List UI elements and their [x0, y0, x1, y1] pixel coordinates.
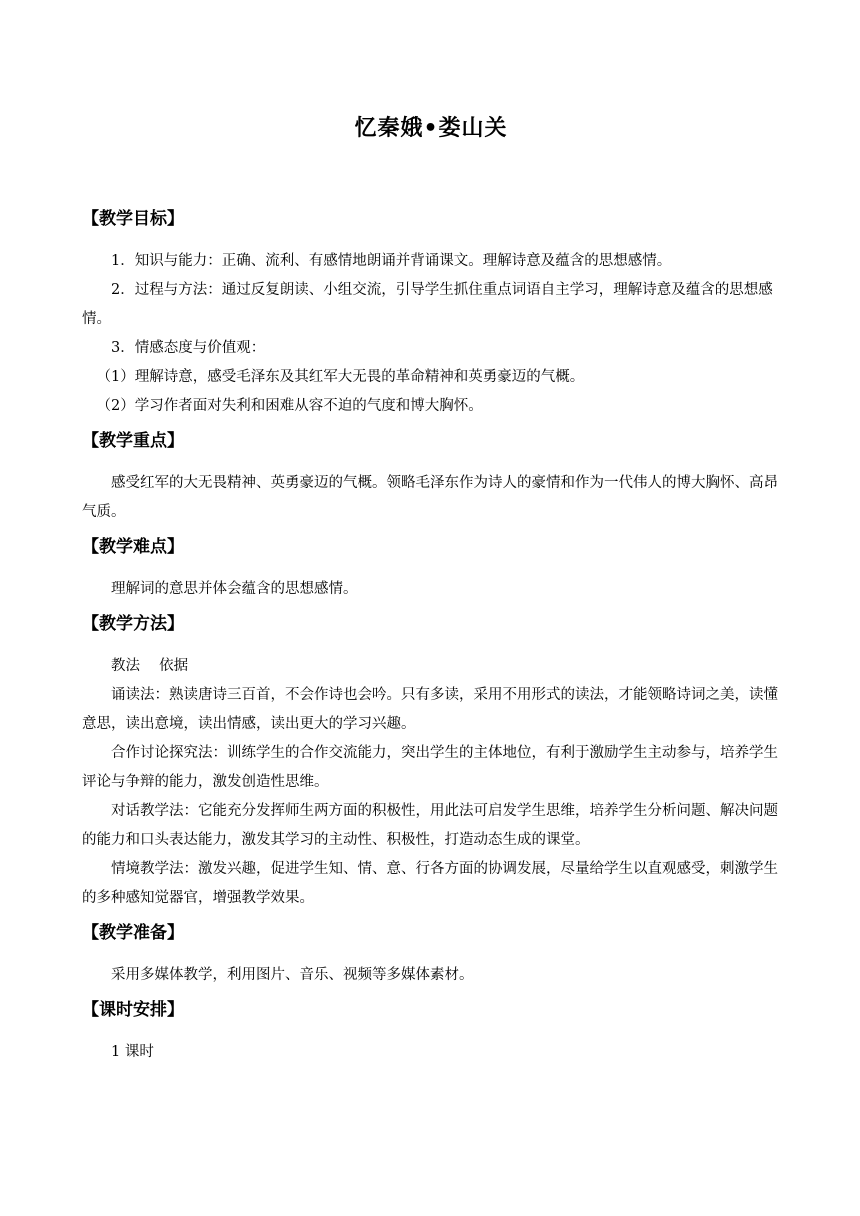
- section-teaching-focus: [82, 427, 780, 527]
- paragraph: 教法 依据: [111, 658, 189, 674]
- paragraph: 对话教学法：它能充分发挥师生两方面的积极性，用此法可启发学生思维，培养学生分析问题、解决问题的能力和口头表达能力，激发其学习的主动性、积极性，打造动态生成的课堂。: [82, 803, 778, 848]
- section-heading: 【教学准备】: [82, 923, 184, 943]
- section-teaching-preparation: [82, 919, 780, 990]
- paragraph: 2．过程与方法：通过反复朗读、小组交流，引导学生抓住重点词语自主学习，理解诗意及蕴含的思想感情。: [82, 282, 773, 327]
- paragraph: 1 课时: [111, 1044, 154, 1060]
- document-title: 忆秦娥•娄山关: [354, 116, 508, 141]
- paragraph: 情境教学法：激发兴趣，促进学生知、情、意、行各方面的协调发展，尽量给学生以直观感受，刺激学生的多种感知觉器官，增强教学效果。: [82, 861, 778, 906]
- section-teaching-goals: [82, 205, 780, 421]
- paragraph: 感受红军的大无畏精神、英勇豪迈的气概。领略毛泽东作为诗人的豪情和作为一代伟人的博大胸怀、高昂气质。: [82, 475, 778, 520]
- section-heading: 【教学难点】: [82, 537, 184, 557]
- paragraph: 诵读法：熟读唐诗三百首，不会作诗也会吟。只有多读，采用不用形式的读法，才能领略诗词之美，读懂意思，读出意境，读出情感，读出更大的学习兴趣。: [82, 687, 778, 732]
- section-heading: 【教学方法】: [82, 614, 184, 634]
- section-teaching-difficulty: [82, 533, 780, 604]
- section-heading: 【课时安排】: [82, 1000, 184, 1020]
- paragraph: 3．情感态度与价值观：: [111, 340, 266, 356]
- paragraph: （2）学习作者面对失利和困难从容不迫的气度和博大胸怀。: [96, 398, 483, 414]
- paragraph: 1．知识与能力：正确、流利、有感情地朗诵并背诵课文。理解诗意及蕴含的思想感情。: [111, 253, 672, 269]
- paragraph: 理解词的意思并体会蕴含的思想感情。: [111, 581, 358, 597]
- paragraph: 合作讨论探究法：训练学生的合作交流能力，突出学生的主体地位，有利于激励学生主动参与，培养学生评论与争辩的能力，激发创造性思维。: [82, 745, 778, 790]
- paragraph: 采用多媒体教学，利用图片、音乐、视频等多媒体素材。: [111, 967, 474, 983]
- section-class-schedule: [82, 996, 780, 1067]
- section-heading: 【教学目标】: [82, 209, 184, 229]
- paragraph: （1）理解诗意，感受毛泽东及其红军大无畏的革命精神和英勇豪迈的气概。: [96, 369, 585, 385]
- section-teaching-methods: [82, 610, 780, 913]
- section-heading: 【教学重点】: [82, 431, 184, 451]
